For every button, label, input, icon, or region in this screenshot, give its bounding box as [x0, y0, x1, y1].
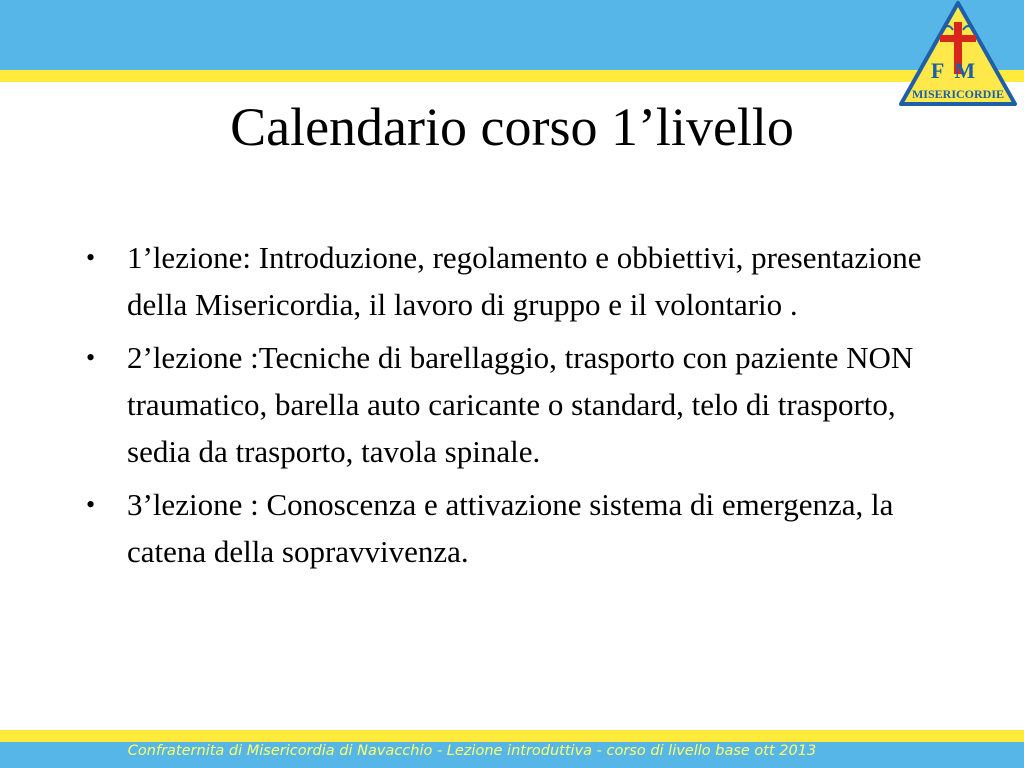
slide-title: Calendario corso 1’livello: [230, 97, 794, 157]
bullet-item: [86, 234, 966, 328]
bullet-item: [86, 334, 966, 475]
bullet-dot-icon: •: [86, 343, 96, 372]
bullet-text: 3’lezione : Conoscenza e attivazione sistema di emergenza, la catena della sopravvivenza.: [127, 487, 894, 569]
misericordie-logo-icon: [896, 0, 1020, 108]
bullet-list: [86, 234, 966, 581]
bullet-dot-icon: •: [86, 490, 96, 519]
header-band: [0, 0, 1024, 70]
bullet-text: 1’lezione: Introduzione, regolamento e obbiettivi, presentazione della Misericordia, il lavoro di gruppo e il volontario .: [127, 240, 922, 322]
bullet-text: 2’lezione :Tecniche di barellaggio, trasporto con paziente NON traumatico, barella auto caricante o standard, telo di trasporto, sedia da trasporto, tavola spinale.: [127, 340, 914, 469]
logo-monogram: FM: [930, 58, 986, 83]
footer-stripe: [0, 730, 1024, 742]
bullet-item: [86, 481, 966, 575]
header-stripe: [0, 70, 1024, 82]
footer-text: Confraternita di Misericordia di Navacchio - Lezione introduttiva - corso di livello base ott 2013: [127, 743, 817, 759]
logo-label: MISERICORDIE: [911, 87, 1005, 101]
bullet-dot-icon: •: [86, 243, 96, 272]
